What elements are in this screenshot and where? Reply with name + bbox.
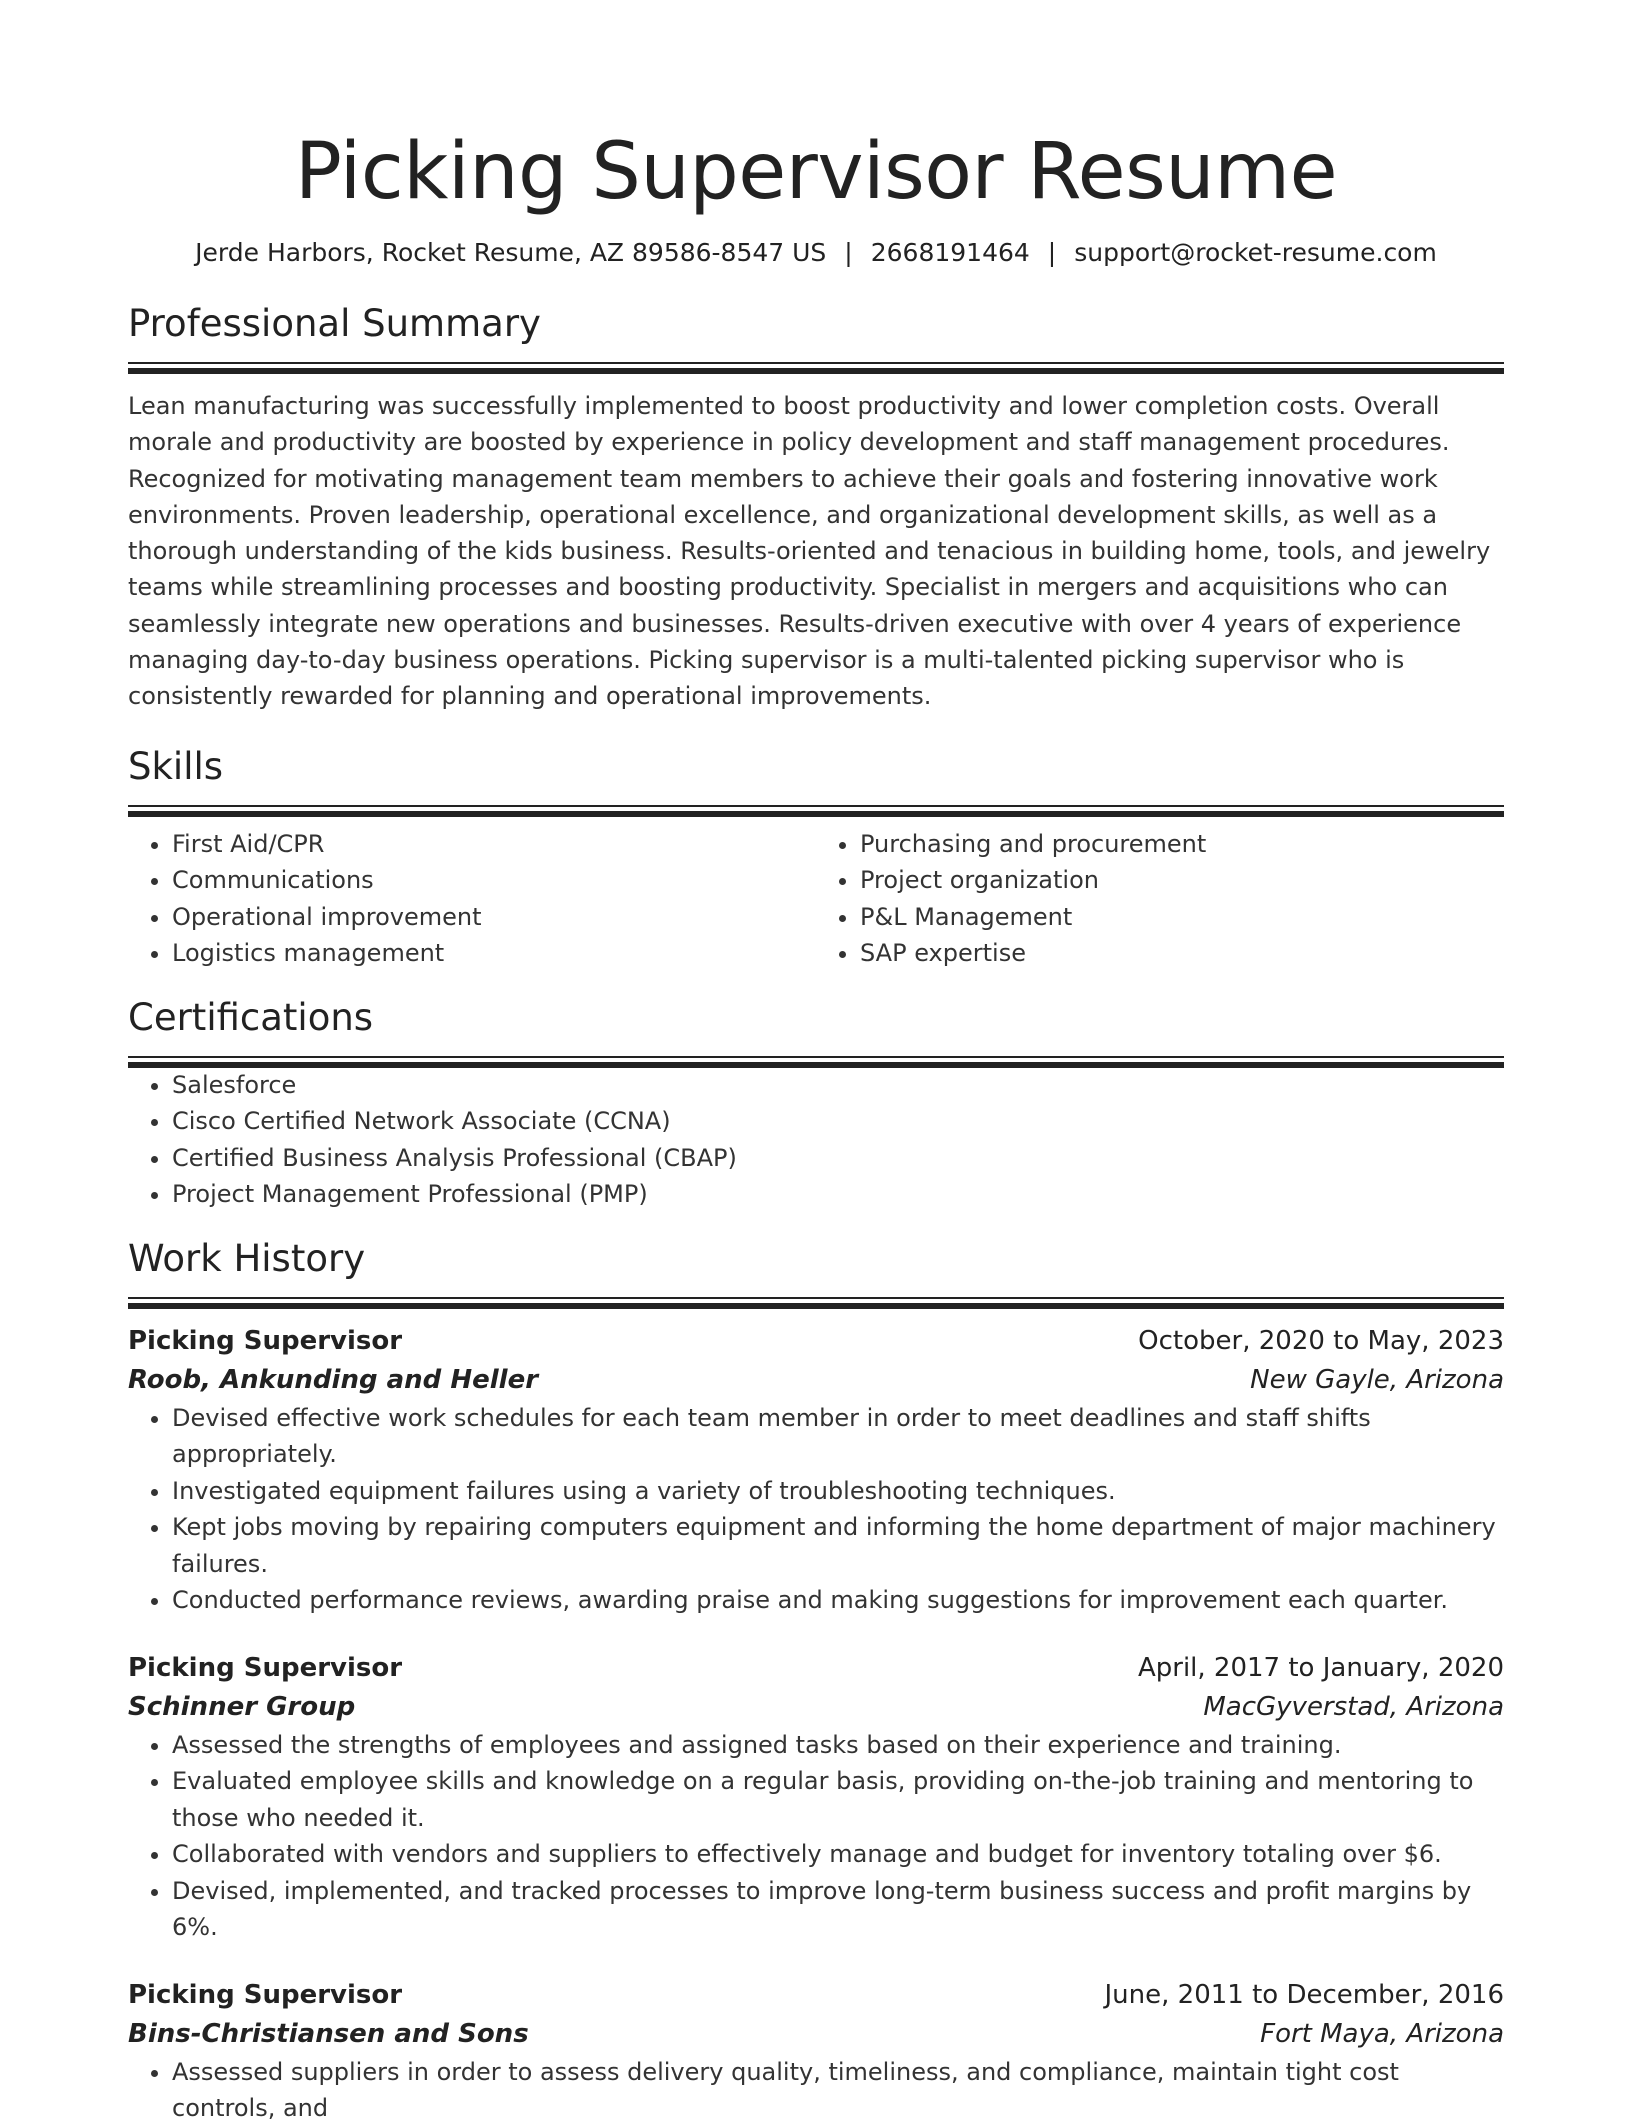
job-duty: • Collaborated with vendors and suppliers to effectively manage and budget for inventory totaling over $6. xyxy=(172,1836,1504,1873)
contact-email: support@rocket-resume.com xyxy=(1074,238,1437,267)
skill-item: • Operational improvement xyxy=(172,899,816,936)
job-company: Roob, Ankunding and Heller xyxy=(128,1364,539,1395)
job-title: Picking Supervisor xyxy=(128,1325,403,1356)
skill-item: • Communications xyxy=(172,862,816,899)
job-entry xyxy=(128,1976,1504,2127)
job-duty: • Assessed suppliers in order to assess delivery quality, timeliness, and compliance, maintain tight cost controls, and xyxy=(172,2054,1504,2127)
contact-phone: 2668191464 xyxy=(870,238,1030,267)
certifications-heading: Certifications xyxy=(128,995,374,1039)
job-duty: • Investigated equipment failures using a variety of troubleshooting techniques. xyxy=(172,1473,1504,1510)
job-duty: • Conducted performance reviews, awarding praise and making suggestions for improvement each quarter. xyxy=(172,1582,1504,1619)
job-duty: • Devised effective work schedules for each team member in order to meet deadlines and staff shifts appropriately. xyxy=(172,1400,1504,1473)
job-location: New Gayle, Arizona xyxy=(1250,1364,1504,1395)
work-history-heading: Work History xyxy=(128,1236,366,1280)
job-duties-list xyxy=(128,2054,1504,2127)
job-duty: • Evaluated employee skills and knowledge on a regular basis, providing on-the-job training and mentoring to those who needed it. xyxy=(172,1763,1504,1836)
job-duties-list xyxy=(128,1727,1504,1946)
skills-list-right xyxy=(816,826,1504,972)
job-title: Picking Supervisor xyxy=(128,1979,403,2010)
job-company-row xyxy=(128,2014,1504,2054)
skill-item: • Logistics management xyxy=(172,935,816,972)
job-company-row xyxy=(128,1360,1504,1400)
skills-list-left xyxy=(128,826,816,972)
certification-item: • Certified Business Analysis Professional (CBAP) xyxy=(172,1140,1504,1177)
job-title: Picking Supervisor xyxy=(128,1652,403,1683)
section-divider xyxy=(128,1056,1504,1067)
job-header-row xyxy=(128,1649,1504,1687)
certification-item: • Project Management Professional (PMP) xyxy=(172,1176,1504,1213)
summary-heading: Professional Summary xyxy=(128,302,541,345)
job-duty: • Assessed the strengths of employees and assigned tasks based on their experience and training. xyxy=(172,1727,1504,1764)
skills-section xyxy=(128,743,1504,972)
skill-item: • First Aid/CPR xyxy=(172,826,816,863)
contact-separator: | xyxy=(844,238,853,267)
skill-item: • Project organization xyxy=(860,862,1504,899)
job-header-row xyxy=(128,1322,1504,1360)
job-company-row xyxy=(128,1687,1504,1727)
resume-title: Picking Supervisor Resume xyxy=(294,127,1338,217)
job-company: Bins-Christiansen and Sons xyxy=(128,2018,529,2049)
job-dates: June, 2011 to December, 2016 xyxy=(1104,1979,1504,2010)
summary-section xyxy=(128,300,1504,715)
skill-item: • Purchasing and procurement xyxy=(860,826,1504,863)
work-history-section xyxy=(128,1235,1504,2127)
contact-separator: | xyxy=(1047,238,1057,267)
job-duty: • Kept jobs moving by repairing computers equipment and informing the home department of major machinery failures. xyxy=(172,1509,1504,1582)
contact-address: Jerde Harbors, Rocket Resume, AZ 89586-8547 US xyxy=(195,238,827,267)
job-company: Schinner Group xyxy=(128,1691,356,1722)
job-header-row xyxy=(128,1976,1504,2014)
summary-text: Lean manufacturing was successfully implemented to boost productivity and lower completion costs. Overall morale and productivity are boosted by experience in policy development and staff management procedures. Recognized for motivating management team members to achieve their goals and fostering innovative work environments. Proven leadership, operational excellence, and organizational development skills, as well as a thorough understanding of the kids business. Results-oriented and tenacious in building home, tools, and jewelry teams while streamlining processes and boosting productivity. Specialist in mergers and acquisitions who can seamlessly integrate new operations and businesses. Results-driven executive with over 4 years of experience managing day-to-day business operations. Picking supervisor is a multi-talented picking supervisor who is consistently rewarded for planning and operational improvements. xyxy=(128,392,1491,711)
certifications-list xyxy=(128,1067,1504,1213)
skill-item: • SAP expertise xyxy=(860,935,1504,972)
job-duty: • Devised, implemented, and tracked processes to improve long-term business success and profit margins by 6%. xyxy=(172,1873,1504,1946)
certification-item: • Cisco Certified Network Associate (CCNA) xyxy=(172,1103,1504,1140)
certification-item: • Salesforce xyxy=(172,1067,1504,1104)
section-divider xyxy=(128,805,1504,816)
job-entry xyxy=(128,1649,1504,1946)
section-divider xyxy=(128,362,1504,373)
job-location: Fort Maya, Arizona xyxy=(1260,2018,1504,2049)
job-entry xyxy=(128,1322,1504,1619)
job-dates: October, 2020 to May, 2023 xyxy=(1138,1325,1504,1356)
contact-info xyxy=(128,236,1504,270)
job-duties-list xyxy=(128,1400,1504,1619)
job-location: MacGyverstad, Arizona xyxy=(1203,1691,1504,1722)
skills-grid xyxy=(128,826,1504,972)
resume-page xyxy=(128,0,1504,2127)
skill-item: • P&L Management xyxy=(860,899,1504,936)
section-divider xyxy=(128,1297,1504,1308)
job-dates: April, 2017 to January, 2020 xyxy=(1137,1652,1504,1683)
certifications-section xyxy=(128,994,1504,1213)
skills-heading: Skills xyxy=(128,744,224,788)
